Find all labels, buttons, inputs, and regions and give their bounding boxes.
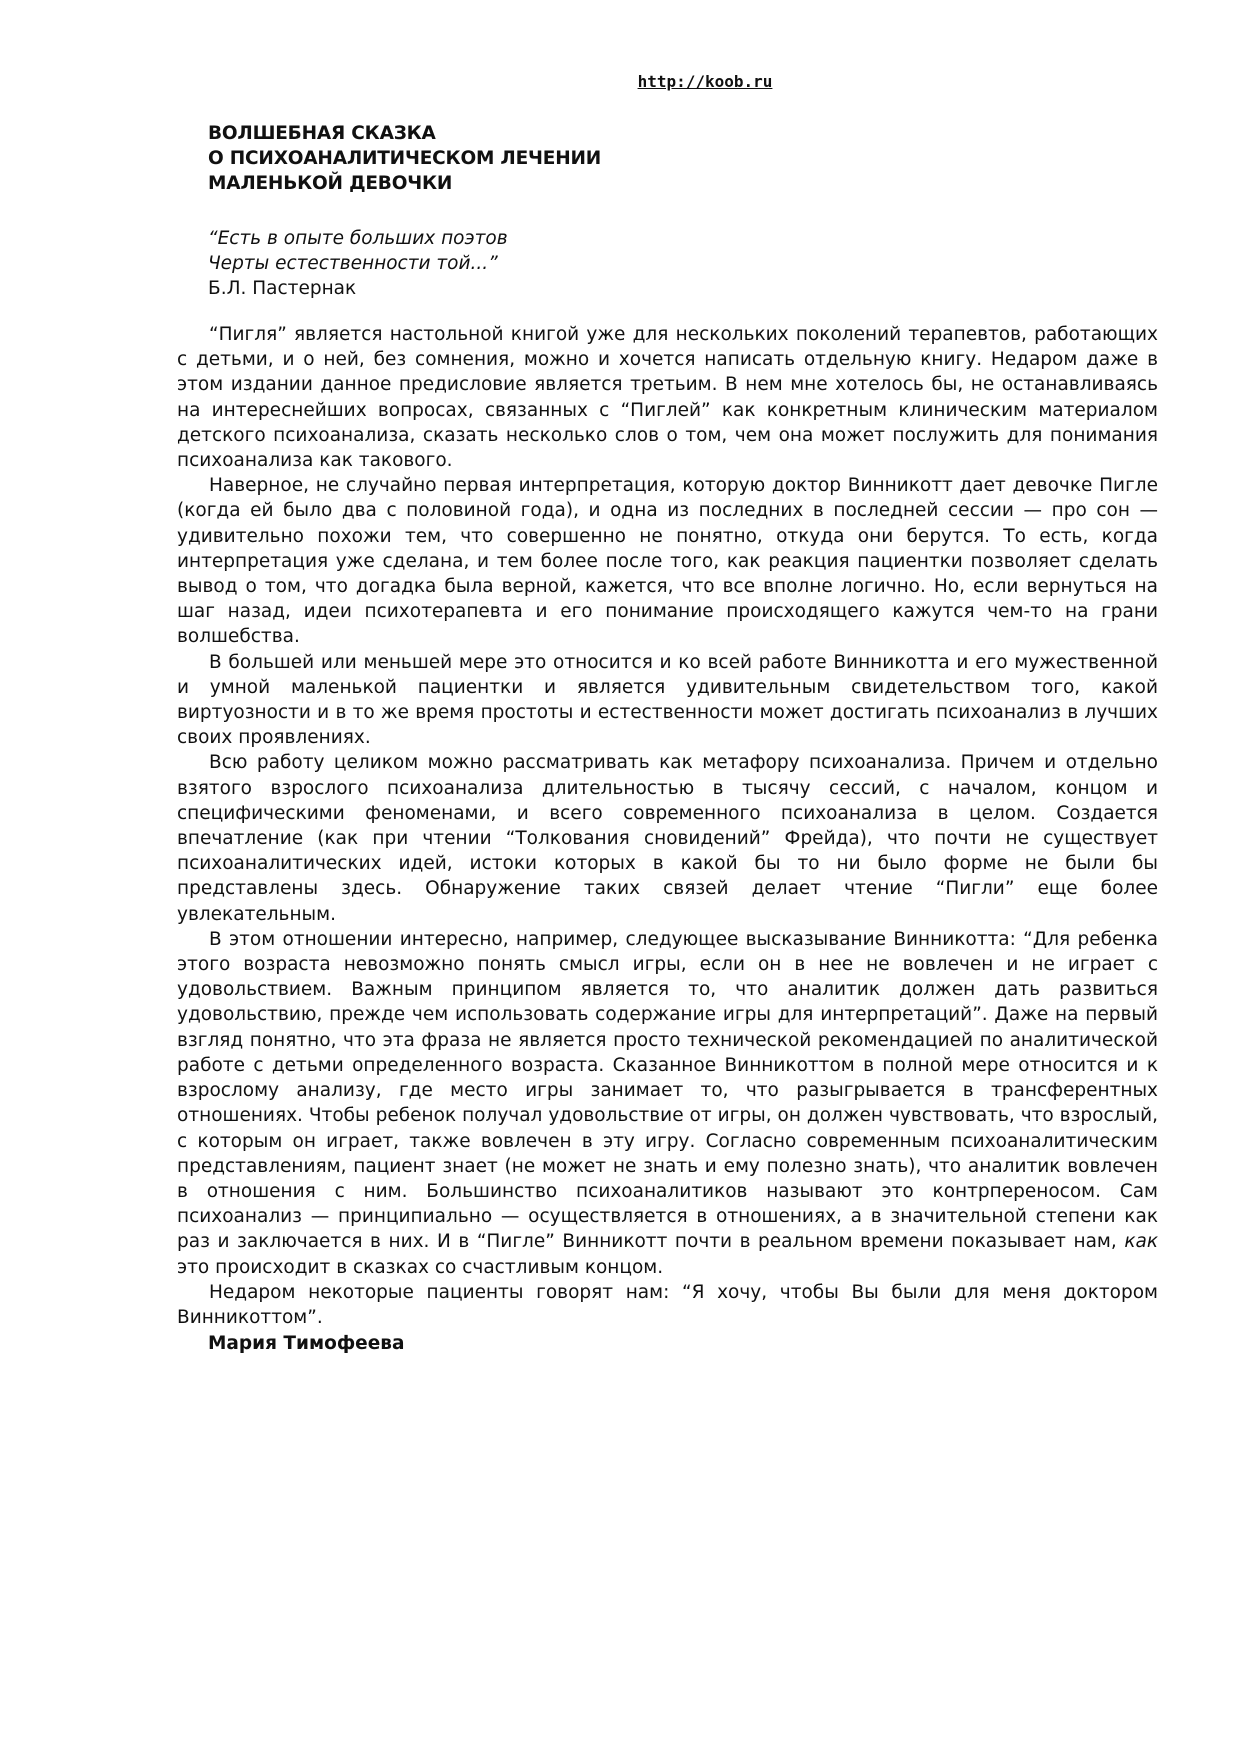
article-body: [177, 322, 1158, 1330]
body-paragraph: Всю работу целиком можно рассматривать как метафору психоанализа. Причем и отдельно взятого взрослого психоанализа длительностью в тысячу сессий, с началом, концом и специфическими феноменами, и всего современного психоанализа в целом. Создается впечатление (как при чтении “Толкования сновидений” Фрейда), что почти не существует психоаналитических идей, истоки которых в какой бы то ни было форме не были бы представлены здесь. Обнаружение таких связей делает чтение “Пигли” еще более увлекательным.: [177, 752, 1158, 925]
author-signature: Мария Тимофеева: [208, 1333, 405, 1354]
epigraph-author: Б.Л. Пастернак: [208, 278, 357, 299]
epigraph-line: Черты естественности той...”: [208, 253, 498, 274]
title-line: ВОЛШЕБНАЯ СКАЗКА: [208, 123, 436, 144]
body-paragraph: В большей или меньшей мере это относится и ко всей работе Винникотта и его мужественной и умной маленькой пациентки и является удивительным свидетельством того, какой виртуозности и в то же время простоты и естественности может достигать психоанализ в лучших своих проявлениях.: [177, 651, 1158, 749]
title-line: О ПСИХОАНАЛИТИЧЕСКОМ ЛЕЧЕНИИ: [208, 148, 602, 169]
paragraph-text-tail: это происходит в сказках со счастливым концом.: [177, 1256, 664, 1278]
paragraph-text: В этом отношении интересно, например, следующее высказывание Винникотта: “Для ребенка этого возраста невозможно понять смысл игры, если он в нее не вовлечен и не играет с удовольствием. Важным принципом является то, что аналитик должен дать развиться удовольствию, прежде чем использовать содержание игры для интерпретаций”. Даже на первый взгляд понятно, что эта фраза не является просто технической рекомендацией по аналитической работе с детьми определенного возраста. Сказанное Винникоттом в полной мере относится и к взрослому анализу, где место игры занимает то, что разыгрывается в трансферентных отношениях. Чтобы ребенок получал удовольствие от игры, он должен чувствовать, что взрослый, с которым он играет, также вовлечен в эту игру. Согласно современным психоаналитическим представлениям, пациент знает (не может не знать и ему полезно знать), что аналитик вовлечен в отношения с ним. Большинство психоаналитиков называют это контрпереносом. Сам психоанализ — принципиально — осуществляется в отношениях, а в значительной степени как раз и заключается в них. И в “Пигле” Винникотт почти в реальном времени показывает нам,: [177, 928, 1158, 1253]
body-paragraph: “Пигля” является настольной книгой уже для нескольких поколений терапевтов, работающих с детьми, и о ней, без сомнения, можно и хочется написать отдельную книгу. Недаром даже в этом издании данное предисловие является третьим. В нем мне хотелось бы, не останавливаясь на интереснейших вопросах, связанных с “Пиглей” как конкретным клиническим материалом детского психоанализа, сказать несколько слов о том, чем она может послужить для понимания психоанализа как такового.: [177, 324, 1158, 472]
epigraph: [208, 226, 508, 301]
article-title: [208, 121, 601, 196]
epigraph-line: “Есть в опыте больших поэтов: [208, 228, 508, 249]
source-url-link[interactable]: http://koob.ru: [637, 72, 773, 91]
body-paragraph: [177, 927, 1158, 1280]
title-line: МАЛЕНЬКОЙ ДЕВОЧКИ: [208, 173, 453, 194]
emphasis-text: как: [1124, 1231, 1158, 1253]
body-paragraph: Наверное, не случайно первая интерпретация, которую доктор Винникотт дает девочке Пигле (когда ей было два с половиной года), и одна из последних в последней сессии — про сон — удивительно похожи тем, что совершенно не понятно, откуда они берутся. То есть, когда интерпретация уже сделана, и тем более после того, как реакция пациентки позволяет сделать вывод о том, что догадка была верной, кажется, что все вполне логично. Но, если вернуться на шаг назад, идеи психотерапевта и его понимание происходящего кажутся чем-то на грани волшебства.: [177, 475, 1158, 648]
body-paragraph: Недаром некоторые пациенты говорят нам: “Я хочу, чтобы Вы были для меня доктором Винникоттом”.: [177, 1281, 1158, 1328]
